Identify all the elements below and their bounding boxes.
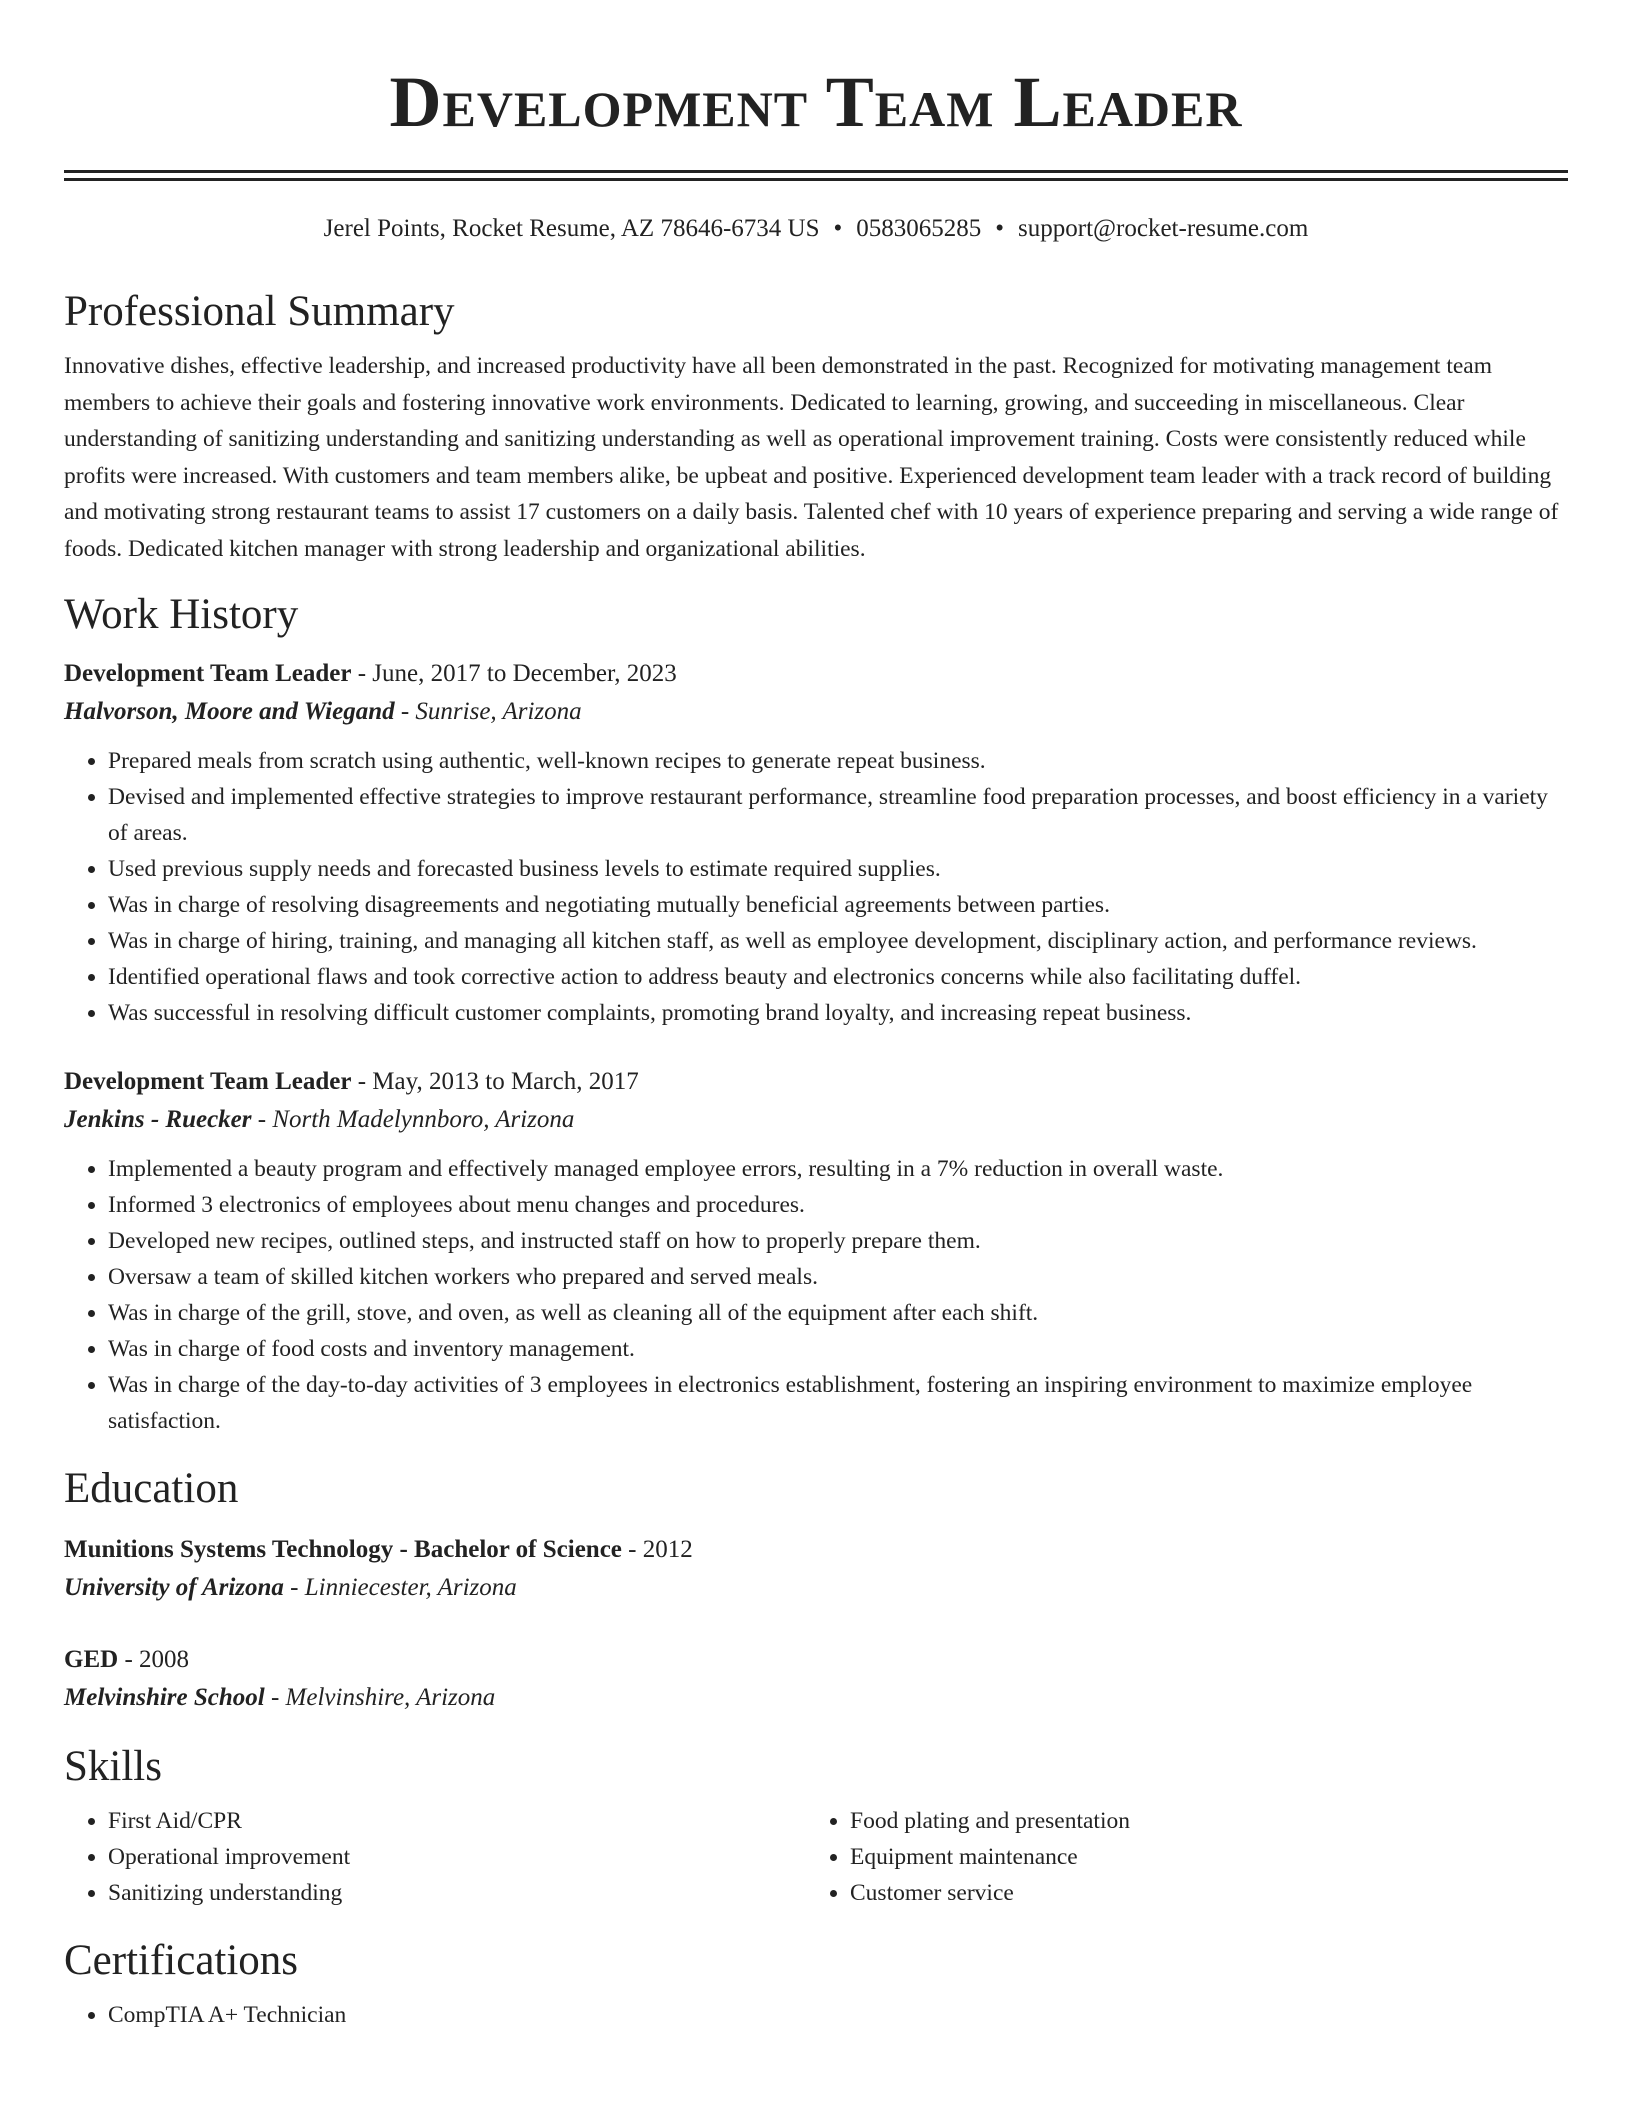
section-heading-education: Education (64, 1465, 239, 1512)
list-item: • Was in charge of food costs and inventory management. (108, 1331, 1568, 1367)
job-entry (64, 1063, 1568, 1439)
certifications-list (64, 1997, 1568, 2033)
company-name: Halvorson, Moore and Wiegand (64, 698, 395, 725)
school-location: - Linniecester, Arizona (283, 1574, 517, 1601)
job-dates: - May, 2013 to March, 2017 (351, 1068, 639, 1095)
job-title: Development Team Leader (64, 660, 352, 687)
contact-address: Jerel Points, Rocket Resume, AZ 78646-6734 US (323, 215, 820, 242)
list-item: • Was in charge of hiring, training, and managing all kitchen staff, as well as employee development, disciplinary action, and performance reviews. (108, 923, 1568, 959)
job-header (64, 1063, 1568, 1101)
contact-email: support@rocket-resume.com (1018, 215, 1309, 242)
job-title: Development Team Leader (64, 1068, 352, 1095)
list-item: • Oversaw a team of skilled kitchen workers who prepared and served meals. (108, 1259, 1568, 1295)
list-item: • Used previous supply needs and forecasted business levels to estimate required supplies. (108, 851, 1568, 887)
skills-column-right (806, 1803, 1548, 1911)
section-heading-summary: Professional Summary (64, 288, 455, 335)
education-entry (64, 1531, 1568, 1607)
job-bullets (64, 743, 1568, 1031)
list-item: • Was in charge of resolving disagreements and negotiating mutually beneficial agreements between parties. (108, 887, 1568, 923)
job-employer (64, 693, 1568, 731)
section-heading-work-history: Work History (64, 591, 299, 638)
list-item: • Implemented a beauty program and effectively managed employee errors, resulting in a 7% reduction in overall waste. (108, 1151, 1568, 1187)
title-divider (64, 170, 1568, 181)
summary-text: Innovative dishes, effective leadership, and increased productivity have all been demonstrated in the past. Recognized for motivating management team members to achieve their goals and fostering innovative work environments. Dedicated to learning, growing, and succeeding in miscellaneous. Clear understanding of sanitizing understanding and sanitizing understanding as well as operational improvement training. Costs were consistently reduced while profits were increased. With customers and team members alike, be upbeat and positive. Experienced development team leader with a track record of building and motivating strong restaurant teams to assist 17 customers on a daily basis. Talented chef with 10 years of experience preparing and serving a wide range of foods. Dedicated kitchen manager with strong leadership and organizational abilities. (64, 353, 1559, 562)
list-item: • CompTIA A+ Technician (108, 1997, 1568, 2033)
education-school-line (64, 1569, 1568, 1607)
section-heading-certifications: Certifications (64, 1937, 299, 1984)
company-location: - North Madelynnboro, Arizona (251, 1106, 575, 1133)
company-name: Jenkins - Ruecker (64, 1106, 252, 1133)
job-header (64, 655, 1568, 693)
list-item: • Informed 3 electronics of employees about menu changes and procedures. (108, 1187, 1568, 1223)
job-entry (64, 655, 1568, 1031)
degree-name: GED (64, 1646, 119, 1673)
list-item: • Was successful in resolving difficult customer complaints, promoting brand loyalty, and increasing repeat business. (108, 995, 1568, 1031)
job-employer (64, 1101, 1568, 1139)
contact-phone: 0583065285 (856, 215, 982, 242)
degree-year: - 2012 (621, 1536, 693, 1563)
school-location: - Melvinshire, Arizona (264, 1684, 496, 1711)
resume-title: Development Team Leader (389, 62, 1243, 142)
skills-column-left (64, 1803, 806, 1911)
list-item: • Was in charge of the grill, stove, and oven, as well as cleaning all of the equipment after each shift. (108, 1295, 1568, 1331)
school-name: University of Arizona (64, 1574, 284, 1601)
list-item: • Sanitizing understanding (108, 1875, 806, 1911)
contact-separator: • (833, 215, 843, 242)
list-item: • Identified operational flaws and took corrective action to address beauty and electronics concerns while also facilitating duffel. (108, 959, 1568, 995)
list-item: • Food plating and presentation (850, 1803, 1548, 1839)
list-item: • Devised and implemented effective strategies to improve restaurant performance, streamline food preparation processes, and boost efficiency in a variety of areas. (108, 779, 1568, 851)
company-location: - Sunrise, Arizona (394, 698, 582, 725)
education-degree-line (64, 1531, 1568, 1569)
skills-list (64, 1803, 1568, 1911)
education-school-line (64, 1679, 1568, 1717)
contact-line (64, 212, 1568, 246)
list-item: • Equipment maintenance (850, 1839, 1548, 1875)
list-item: • Prepared meals from scratch using authentic, well-known recipes to generate repeat business. (108, 743, 1568, 779)
section-heading-skills: Skills (64, 1743, 162, 1790)
degree-year: - 2008 (118, 1646, 190, 1673)
education-entry (64, 1641, 1568, 1717)
school-name: Melvinshire School (64, 1684, 265, 1711)
job-dates: - June, 2017 to December, 2023 (351, 660, 677, 687)
degree-name: Munitions Systems Technology - Bachelor of Science (64, 1536, 622, 1563)
job-bullets (64, 1151, 1568, 1439)
resume-page (64, 0, 1568, 2033)
certifications-items (64, 1997, 1568, 2033)
education-degree-line (64, 1641, 1568, 1679)
list-item: • First Aid/CPR (108, 1803, 806, 1839)
list-item: • Developed new recipes, outlined steps, and instructed staff on how to properly prepare them. (108, 1223, 1568, 1259)
list-item: • Customer service (850, 1875, 1548, 1911)
list-item: • Was in charge of the day-to-day activities of 3 employees in electronics establishment, fostering an inspiring environment to maximize employee satisfaction. (108, 1367, 1568, 1439)
list-item: • Operational improvement (108, 1839, 806, 1875)
contact-separator: • (995, 215, 1005, 242)
